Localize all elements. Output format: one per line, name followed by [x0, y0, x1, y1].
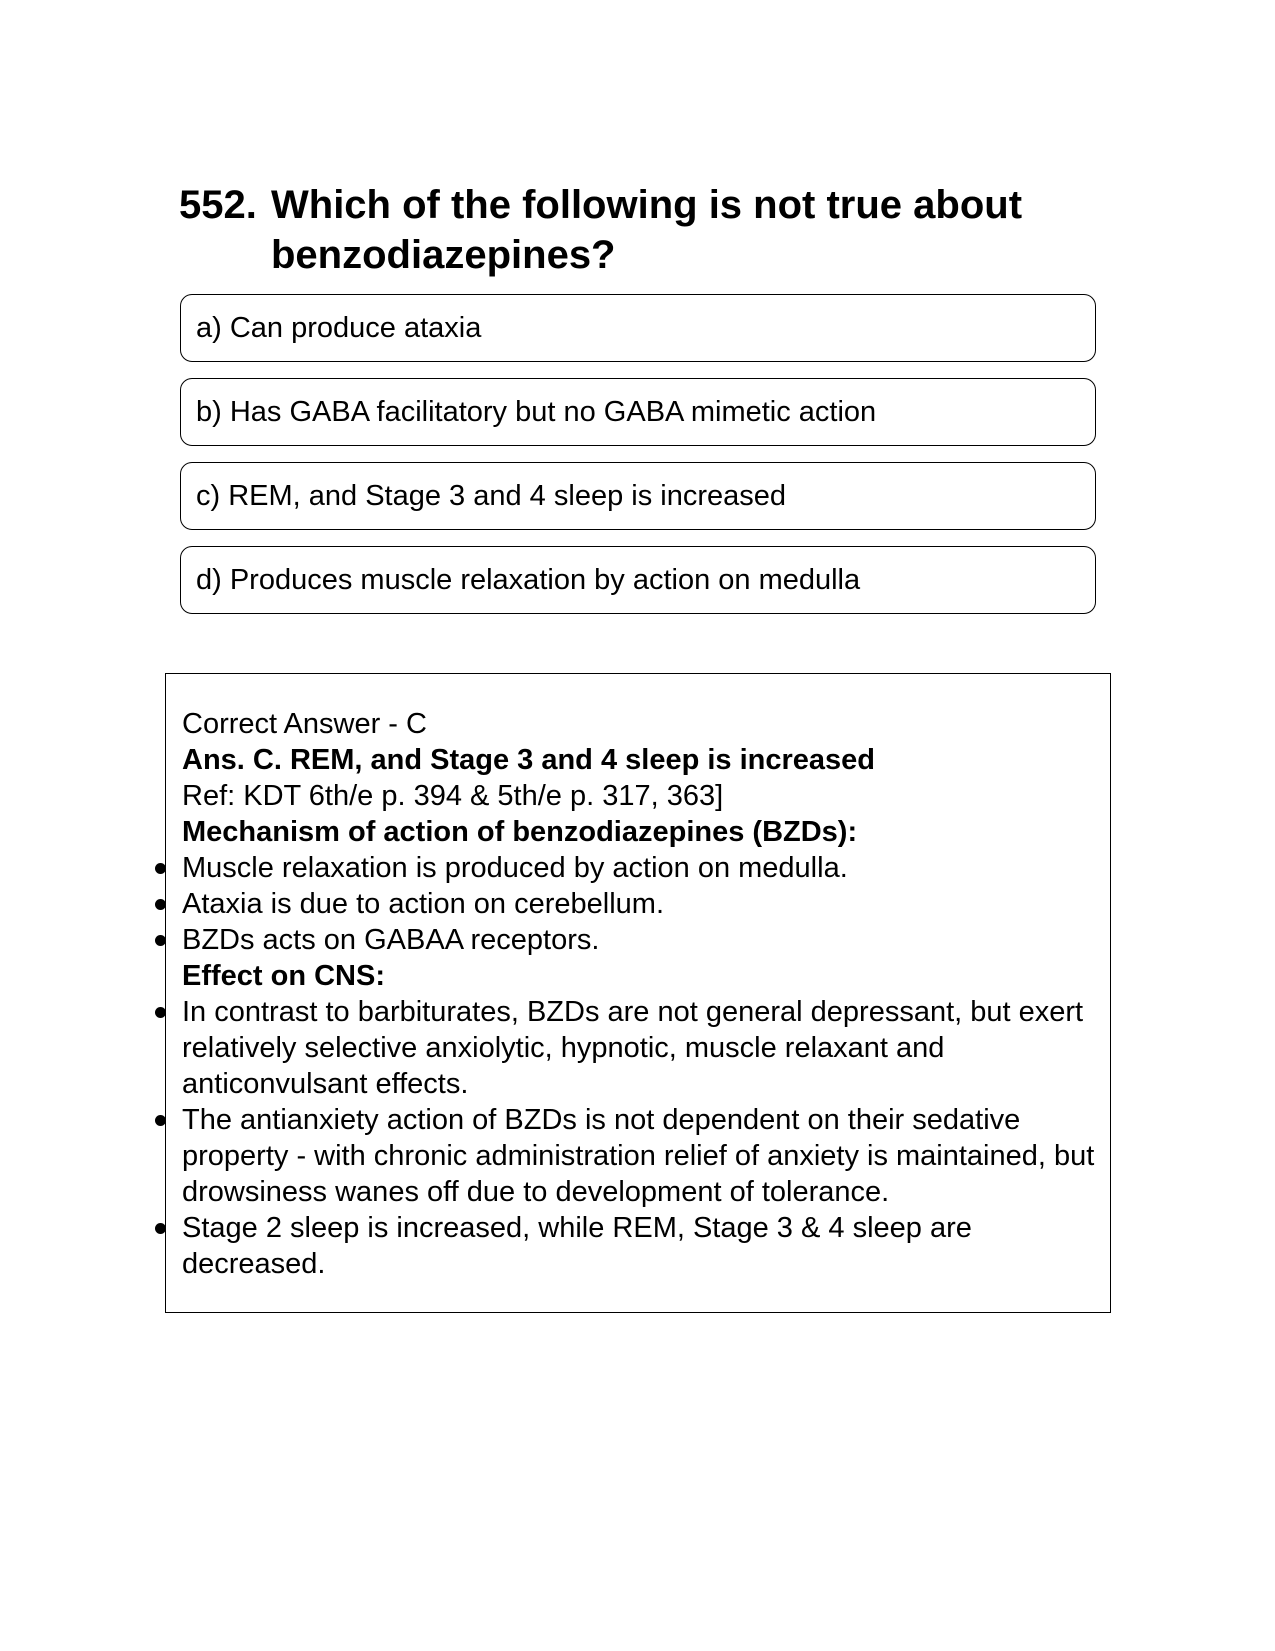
question-text: Which of the following is not true about benzodiazepines? [271, 183, 1023, 277]
option-b[interactable]: b) Has GABA facilitatory but no GABA mimetic action [180, 378, 1096, 446]
option-c[interactable]: c) REM, and Stage 3 and 4 sleep is increased [180, 462, 1096, 530]
answer-explanation-box [165, 673, 1111, 1313]
question-heading [179, 180, 1109, 280]
option-d[interactable]: d) Produces muscle relaxation by action on medulla [180, 546, 1096, 614]
question-number: 552. [179, 183, 257, 227]
reference-text: Ref: KDT 6th/e p. 394 & 5th/e p. 317, 363] [182, 780, 724, 812]
option-a[interactable]: a) Can produce ataxia [180, 294, 1096, 362]
mechanism-list [182, 850, 1096, 958]
list-item: Ataxia is due to action on cerebellum. [182, 886, 1096, 922]
list-item: Stage 2 sleep is increased, while REM, Stage 3 & 4 sleep are decreased. [182, 1210, 1096, 1282]
answer-heading: Ans. C. REM, and Stage 3 and 4 sleep is increased [182, 744, 876, 776]
list-item: Muscle relaxation is produced by action on medulla. [182, 850, 1096, 886]
list-item: BZDs acts on GABAA receptors. [182, 922, 1096, 958]
list-item: In contrast to barbiturates, BZDs are not general depressant, but exert relatively selective anxiolytic, hypnotic, muscle relaxant and anticonvulsant effects. [182, 994, 1096, 1102]
list-item: The antianxiety action of BZDs is not dependent on their sedative property - with chronic administration relief of anxiety is maintained, but drowsiness wanes off due to development of tolerance. [182, 1104, 1095, 1208]
mechanism-heading: Mechanism of action of benzodiazepines (BZDs): [182, 816, 858, 848]
cns-list [182, 994, 1096, 1282]
correct-answer-label: Correct Answer - C [182, 708, 427, 740]
options-list [180, 294, 1096, 630]
cns-heading: Effect on CNS: [182, 960, 385, 992]
